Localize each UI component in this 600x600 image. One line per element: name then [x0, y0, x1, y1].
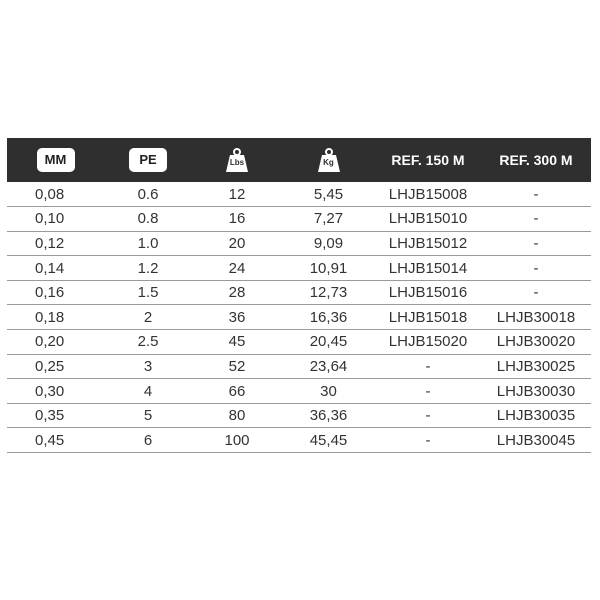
cell-ref-300: -: [533, 210, 539, 228]
cell-pe: 2: [143, 308, 153, 326]
cell-lbs: 24: [228, 259, 246, 277]
header-ref-150: REF. 150 M: [391, 152, 465, 168]
cell-lbs: 12: [228, 185, 246, 203]
cell-ref-300: LHJB30030: [496, 382, 576, 400]
header-pe-label: PE: [129, 148, 167, 172]
table-body: [7, 182, 591, 453]
table-row: [7, 305, 591, 330]
table-row: [7, 428, 591, 453]
cell-pe: 2.5: [137, 333, 159, 351]
cell-kg: 30: [320, 382, 337, 400]
cell-ref-300: LHJB30025: [496, 357, 576, 375]
header-kg-label: Kg: [323, 158, 334, 167]
cell-kg: 7,27: [313, 210, 344, 228]
cell-ref-150: -: [425, 357, 431, 375]
header-ref-300: REF. 300 M: [499, 152, 573, 168]
cell-ref-150: -: [425, 431, 431, 449]
table-row: [7, 182, 591, 207]
cell-kg: 45,45: [309, 431, 348, 449]
cell-kg: 20,45: [309, 333, 348, 351]
cell-lbs: 36: [228, 308, 246, 326]
header-pe: [104, 138, 192, 182]
cell-ref-150: -: [425, 382, 431, 400]
table-row: [7, 330, 591, 355]
cell-ref-150: LHJB15012: [388, 234, 468, 252]
cell-pe: 3: [143, 357, 153, 375]
cell-ref-150: LHJB15018: [388, 308, 468, 326]
spec-table-container: [7, 138, 591, 453]
cell-pe: 1.5: [137, 284, 159, 302]
cell-ref-300: LHJB30035: [496, 407, 576, 425]
cell-ref-300: LHJB30045: [496, 431, 576, 449]
cell-pe: 1.2: [137, 259, 159, 277]
cell-mm: 0,12: [35, 234, 65, 252]
weight-icon: [224, 147, 250, 173]
cell-ref-300: -: [533, 284, 539, 302]
cell-pe: 1.0: [137, 234, 159, 252]
table-row: [7, 354, 591, 379]
cell-pe: 6: [143, 431, 153, 449]
table-row: [7, 231, 591, 256]
cell-mm: 0,18: [35, 308, 65, 326]
cell-kg: 9,09: [313, 234, 344, 252]
cell-ref-300: -: [533, 259, 539, 277]
header-mm: [7, 138, 104, 182]
cell-mm: 0,35: [35, 407, 65, 425]
cell-lbs: 80: [228, 407, 246, 425]
cell-ref-300: -: [533, 234, 539, 252]
cell-pe: 4: [143, 382, 153, 400]
cell-ref-300: -: [533, 185, 539, 203]
cell-ref-150: -: [425, 407, 431, 425]
cell-mm: 0,45: [35, 431, 65, 449]
table-row: [7, 280, 591, 305]
cell-kg: 12,73: [309, 284, 348, 302]
cell-ref-300: LHJB30018: [496, 308, 576, 326]
cell-pe: 5: [143, 407, 153, 425]
cell-lbs: 52: [228, 357, 246, 375]
table-row: [7, 379, 591, 404]
cell-kg: 23,64: [309, 357, 348, 375]
cell-lbs: 45: [228, 333, 246, 351]
cell-lbs: 28: [228, 284, 246, 302]
cell-kg: 5,45: [313, 185, 344, 203]
cell-ref-150: LHJB15010: [388, 210, 468, 228]
header-lbs-label: Lbs: [229, 158, 245, 167]
cell-mm: 0,14: [35, 259, 65, 277]
cell-mm: 0,08: [35, 185, 65, 203]
cell-ref-300: LHJB30020: [496, 333, 576, 351]
cell-pe: 0.8: [137, 210, 159, 228]
cell-lbs: 66: [228, 382, 246, 400]
table-row: [7, 207, 591, 232]
cell-lbs: 100: [224, 431, 250, 449]
cell-ref-150: LHJB15016: [388, 284, 468, 302]
table-header-row: [7, 138, 591, 182]
header-mm-label: MM: [37, 148, 75, 172]
line-spec-table: [7, 138, 591, 453]
table-row: [7, 256, 591, 281]
cell-mm: 0,10: [35, 210, 65, 228]
cell-kg: 10,91: [309, 259, 348, 277]
cell-ref-150: LHJB15020: [388, 333, 468, 351]
cell-mm: 0,20: [35, 333, 65, 351]
cell-mm: 0,16: [35, 284, 65, 302]
cell-lbs: 16: [228, 210, 246, 228]
cell-kg: 16,36: [309, 308, 348, 326]
table-row: [7, 403, 591, 428]
header-kg: [282, 138, 375, 182]
cell-ref-150: LHJB15008: [388, 185, 468, 203]
header-lbs: [192, 138, 282, 182]
cell-kg: 36,36: [309, 407, 348, 425]
cell-mm: 0,30: [35, 382, 65, 400]
cell-mm: 0,25: [35, 357, 65, 375]
cell-lbs: 20: [228, 234, 246, 252]
weight-icon: [316, 147, 342, 173]
cell-ref-150: LHJB15014: [388, 259, 468, 277]
cell-pe: 0.6: [137, 185, 159, 203]
